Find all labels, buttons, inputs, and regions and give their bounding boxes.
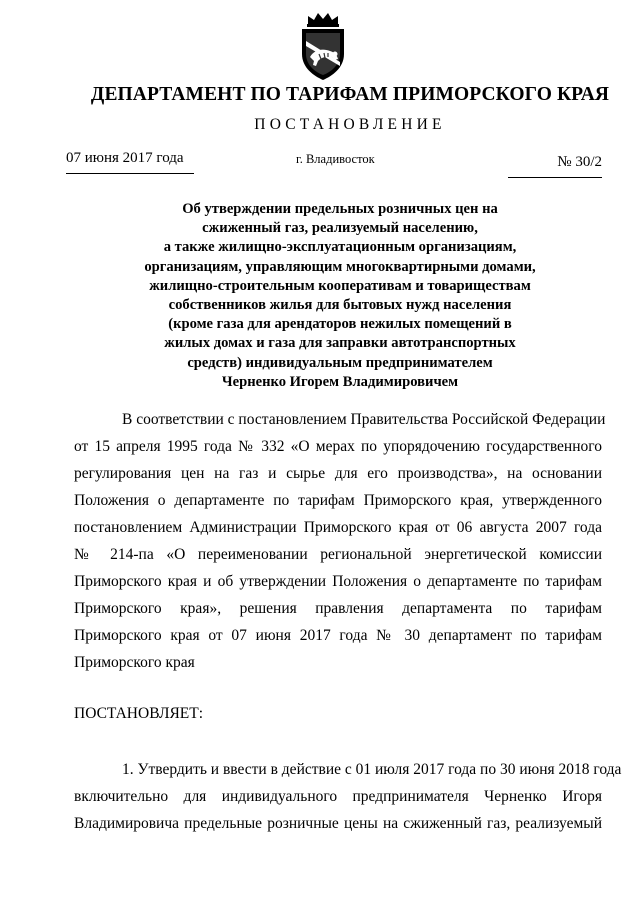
subject-line: жилых домах и газа для заправки автотранспортных [164, 335, 516, 352]
preamble-line: регулирования цен на газ и сырье для его производства», на основании [74, 465, 602, 482]
subject-line: средств) индивидуальным предпринимателем [187, 354, 493, 371]
subject-line: сжиженный газ, реализуемый населению, [202, 220, 478, 237]
preamble-line: Положения о департаменте по тарифам Приморского края, утвержденного [74, 492, 602, 509]
preamble-line: Приморского края [74, 654, 195, 671]
subject-line: Об утверждении предельных розничных цен на [182, 201, 498, 217]
document-date: 07 июня 2017 года [66, 150, 194, 174]
item-1-paragraph [74, 756, 622, 837]
subject-line: (кроме газа для арендаторов нежилых помещений в [168, 316, 512, 333]
preamble-line: Приморского края от 07 июня 2017 года № 30 департамент по тарифам [74, 627, 602, 644]
document-number: № 30/2 [508, 154, 602, 178]
document-type: ПОСТАНОВЛЕНИЕ [254, 116, 446, 133]
preamble-line: В соответствии с постановлением Правительства Российской Федерации [122, 411, 606, 428]
primorsky-krai-coat-of-arms-icon [294, 10, 352, 82]
subject-line: жилищно-строительным кооперативам и товариществам [149, 277, 531, 294]
item-1-line: 1. Утвердить и ввести в действие с 01 июля 2017 года по 30 июня 2018 года [122, 761, 622, 778]
preamble-line: Приморского края», решения правления департамента по тарифам [74, 600, 602, 617]
preamble-line: постановлением Администрации Приморского края от 06 августа 2007 года [74, 519, 602, 536]
preamble-line: Приморского края и об утверждении Положения о департаменте по тарифам [74, 573, 602, 590]
subject-line: организациям, управляющим многоквартирными домами, [144, 258, 536, 275]
document-city: г. Владивосток [296, 152, 375, 166]
document-subject [100, 200, 580, 392]
preamble-line: № 214-па «О переименовании региональной энергетической комиссии [74, 546, 602, 563]
subject-line: собственников жилья для бытовых нужд населения [168, 297, 512, 314]
preamble-paragraph [74, 406, 606, 676]
resolve-heading: ПОСТАНОВЛЯЕТ: [74, 705, 204, 722]
preamble-line: от 15 апреля 1995 года № 332 «О мерах по упорядочению государственного [74, 438, 602, 455]
item-1-line: Владимировича предельные розничные цены на сжиженный газ, реализуемый [74, 815, 602, 832]
department-title: ДЕПАРТАМЕНТ ПО ТАРИФАМ ПРИМОРСКОГО КРАЯ [90, 84, 610, 105]
item-1-line: включительно для индивидуального предпринимателя Черненко Игоря [74, 788, 602, 805]
subject-line: а также жилищно-эксплуатационным организациям, [163, 239, 517, 256]
subject-line: Черненко Игорем Владимировичем [221, 373, 459, 390]
